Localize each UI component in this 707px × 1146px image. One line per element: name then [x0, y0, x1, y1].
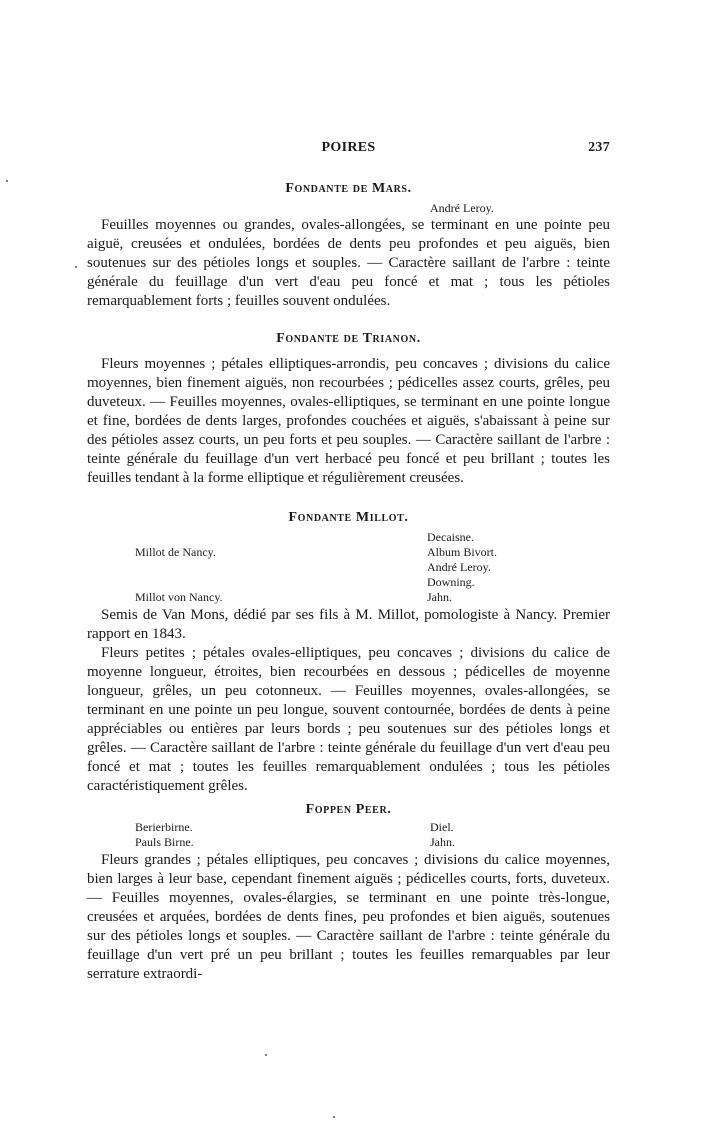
authority: André Leroy.: [427, 560, 491, 574]
authority: Jahn.: [427, 590, 452, 604]
description-paragraph: Fleurs moyennes ; pétales elliptiques-arrondis, peu concaves ; divisions du calice moyennes, bien finement aiguës, non recourbées ; pédicelles assez courts, grêles, peu duveteux. — Feuilles moyennes, ovales-elliptiques, se terminant en une pointe longue et fine, bordées de dents larges, profondes couchées et aiguës, s'abaissant à peine sur des pétioles assez courts, un peu forts et peu souples. — Caractère saillant de l'arbre : teinte générale du feuillage d'un vert herbacé peu foncé et peu brillant ; toutes les feuilles tendant à la forme elliptique et régulièrement creusées.: [87, 356, 610, 486]
scan-speck: [333, 1116, 335, 1118]
synonym: Pauls Birne.: [135, 835, 194, 849]
entry-fondante-millot: [87, 510, 610, 796]
running-title: POIRES: [321, 140, 376, 155]
authority: André Leroy.: [430, 201, 494, 215]
entry-title: Foppen Peer.: [305, 802, 392, 817]
entry-fondante-de-mars: [87, 181, 610, 311]
authority: Downing.: [427, 575, 475, 589]
scan-speck: [265, 1054, 267, 1056]
entry-fondante-de-trianon: [87, 331, 610, 488]
entry-foppen-peer: [87, 802, 610, 984]
synonyms-table: [87, 528, 610, 606]
authority: Jahn.: [430, 835, 455, 849]
book-page: [87, 140, 610, 984]
entry-title: Fondante de Trianon.: [276, 331, 421, 346]
synonyms-table: [87, 819, 610, 851]
description-paragraph: Feuilles moyennes ou grandes, ovales-allongées, se terminant en une pointe peu aiguë, creusées et ondulées, bordées de dents peu profondes et peu aiguës, bien soutenues sur des pétioles longs et souples. — Caractère saillant de l'arbre : teinte générale du feuillage d'un vert d'eau peu foncé et mat ; tous les pétioles remarquablement forts ; feuilles souvent ondulées.: [87, 217, 610, 309]
description-paragraph: Fleurs petites ; pétales ovales-elliptiques, peu concaves ; divisions du calice de moyenne longueur, étroites, bien recourbées en dessous ; pédicelles de moyenne longueur, grêles, un peu cotonneux. — Feuilles moyennes, ovales-allongées, se terminant en une pointe un peu longue, souvent contournée, bordées de dents à peine appréciables ou entières par leurs bords ; peu soutenues sur des pétioles longs et grêles. — Caractère saillant de l'arbre : teinte générale du feuillage d'un vert d'eau peu foncé et mat ; toutes les feuilles remarquablement ondulées ; tous les pétioles caractéristiquement grêles.: [87, 645, 610, 794]
authority: Decaisne.: [427, 530, 474, 544]
authorities: [87, 199, 610, 216]
synonym: Berierbirne.: [135, 820, 193, 834]
synonym: Millot de Nancy.: [135, 545, 216, 559]
authority: Diel.: [430, 820, 454, 834]
synonym: Millot von Nancy.: [135, 590, 223, 604]
entry-title: Fondante de Mars.: [285, 181, 412, 196]
scan-speck: [6, 180, 8, 182]
scan-speck: [75, 266, 77, 268]
authority: Album Bivort.: [427, 545, 498, 559]
running-head: [87, 140, 610, 162]
entry-title: Fondante Millot.: [288, 510, 409, 525]
page-number: 237: [588, 140, 610, 155]
description-paragraph: Fleurs grandes ; pétales elliptiques, peu concaves ; divisions du calice moyennes, bien larges à leur base, cependant finement aiguës ; pédicelles courts, forts, duveteux. — Feuilles moyennes, ovales-élargies, se terminant en une pointe très-longue, creusées et arquées, bordées de dents fines, peu profondes et bien aiguës, soutenues sur des pétioles longs et souples. — Caractère saillant de l'arbre : teinte générale du feuillage d'un vert pré un peu brillant ; toutes les feuilles remarquables par leur serrature extraordi-: [87, 852, 610, 982]
origin-paragraph: Semis de Van Mons, dédié par ses fils à M. Millot, pomologiste à Nancy. Premier rapport en 1843.: [87, 607, 610, 642]
